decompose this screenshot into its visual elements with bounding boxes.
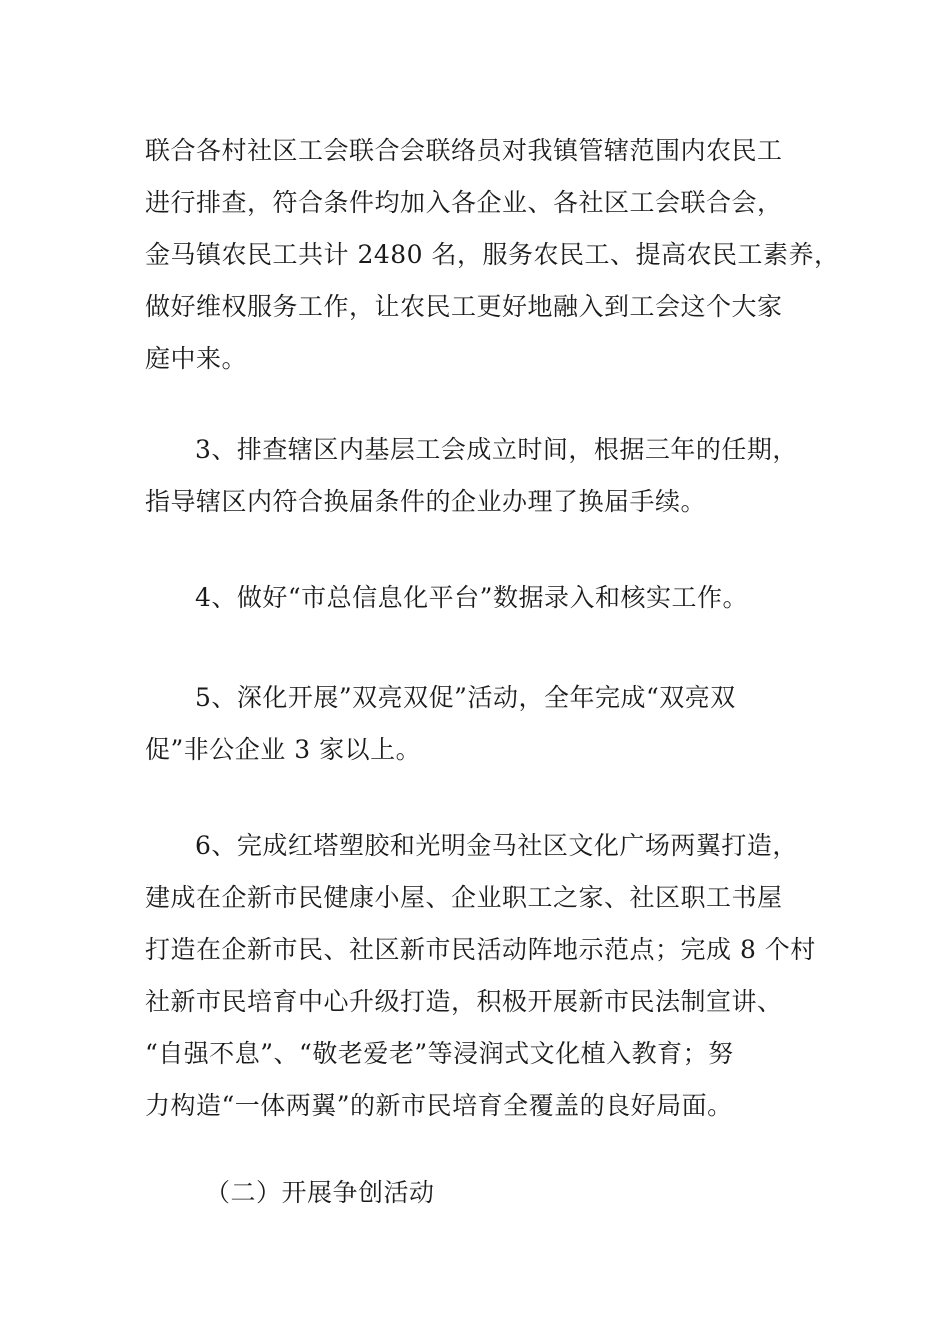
text-line: 金马镇农民工共计 2480 名，服务农民工、提高农民工素养， [145, 240, 840, 269]
text-line: 打造在企新市民、社区新市民活动阵地示范点；完成 8 个村 [145, 935, 816, 964]
text-line: 建成在企新市民健康小屋、企业职工之家、社区职工书屋 [145, 883, 783, 912]
text-line: 指导辖区内符合换届条件的企业办理了换届手续。 [145, 487, 707, 516]
text-line: 5、深化开展”双亮双促”活动，全年完成“双亮双 [195, 683, 736, 712]
paragraph-item-5 [145, 672, 845, 776]
paragraph-item-6 [145, 820, 845, 1132]
text-line: 进行排查，符合条件均加入各企业、各社区工会联合会， [145, 188, 783, 217]
paragraph-item-4 [145, 572, 845, 624]
text-line: 4、做好“市总信息化平台”数据录入和核实工作。 [195, 583, 748, 612]
text-line: “自强不息”、“敬老爱老”等浸润式文化植入教育；努 [145, 1039, 734, 1068]
text-line: 做好维权服务工作，让农民工更好地融入到工会这个大家 [145, 292, 783, 321]
text-line: 6、完成红塔塑胶和光明金马社区文化广场两翼打造， [195, 831, 798, 860]
section-heading [145, 1167, 845, 1219]
section-heading-text: （二）开展争创活动 [205, 1178, 435, 1207]
paragraph-item-3 [145, 424, 845, 528]
paragraph-migrant-workers [145, 125, 845, 385]
text-line: 促”非公企业 3 家以上。 [145, 735, 422, 764]
text-line: 庭中来。 [145, 344, 248, 373]
text-line: 社新市民培育中心升级打造，积极开展新市民法制宣讲、 [145, 987, 783, 1016]
text-line: 联合各村社区工会联合会联络员对我镇管辖范围内农民工 [145, 136, 783, 165]
text-line: 3、排查辖区内基层工会成立时间，根据三年的任期， [195, 435, 798, 464]
text-line: 力构造“一体两翼”的新市民培育全覆盖的良好局面。 [145, 1091, 733, 1120]
